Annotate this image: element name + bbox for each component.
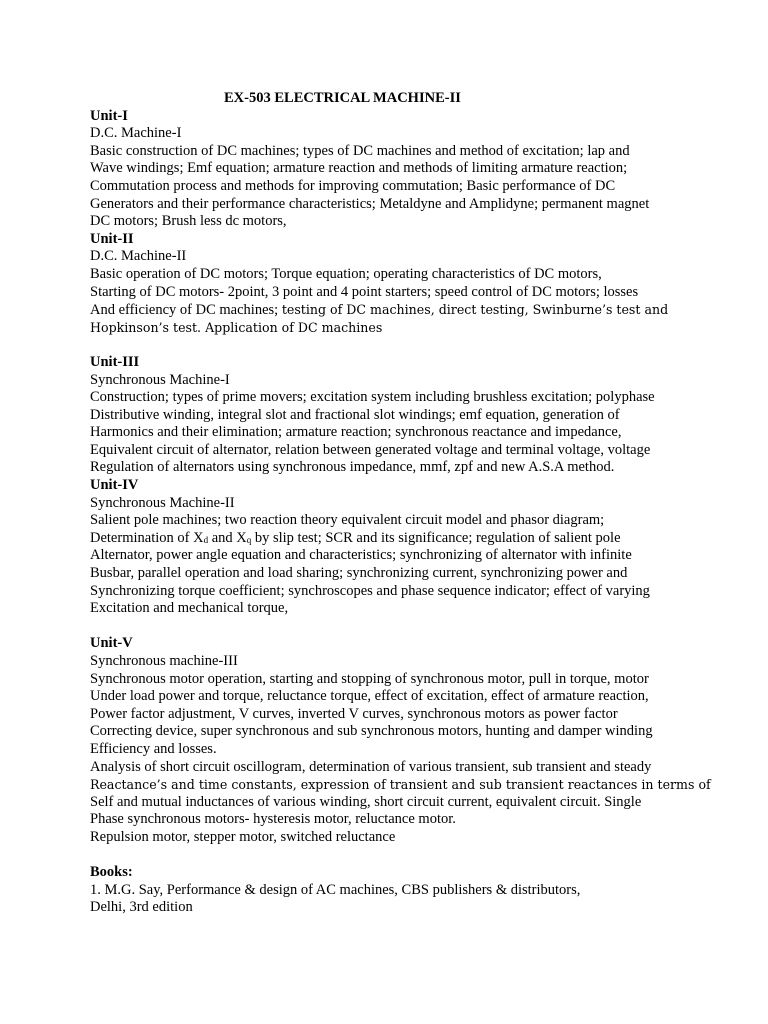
unit-3-text-line: Harmonics and their elimination; armature reaction; synchronous reactance and impedance, bbox=[90, 424, 622, 441]
spacer bbox=[90, 847, 768, 865]
unit-4-text-line: Salient pole machines; two reaction theory equivalent circuit model and phasor diagram; bbox=[90, 512, 605, 529]
unit-4-text-line: Synchronizing torque coefficient; synchroscopes and phase sequence indicator; effect of varying bbox=[90, 582, 650, 599]
unit-4-text-line: Excitation and mechanical torque, bbox=[90, 600, 289, 617]
unit-2-text-line: Starting of DC motors- 2point, 3 point and 4 point starters; speed control of DC motors; losses bbox=[90, 283, 639, 300]
unit-4-subtitle: Synchronous Machine-II bbox=[90, 494, 235, 511]
unit-5-text-line: Under load power and torque, reluctance torque, effect of excitation, effect of armature reaction, bbox=[90, 688, 649, 705]
unit-1-text-line: Basic construction of DC machines; types of DC machines and method of excitation; lap and bbox=[90, 142, 630, 159]
unit-5-text-line: Self and mutual inductances of various winding, short circuit current, equivalent circuit. Single bbox=[90, 793, 642, 810]
unit-3-text-line: Distributive winding, integral slot and fractional slot windings; emf equation, generation of bbox=[90, 406, 620, 423]
unit-1-text-line: Wave windings; Emf equation; armature reaction and methods of limiting armature reaction; bbox=[90, 160, 628, 177]
unit-5-text-line: Phase synchronous motors- hysteresis motor, reluctance motor. bbox=[90, 811, 456, 828]
unit-5-text-line: Synchronous motor operation, starting and stopping of synchronous motor, pull in torque, motor bbox=[90, 670, 649, 687]
unit-4-heading: Unit-IV bbox=[90, 477, 139, 494]
unit-2-text-line: Basic operation of DC motors; Torque equation; operating characteristics of DC motors, bbox=[90, 265, 602, 282]
book-entry-line: Delhi, 3rd edition bbox=[90, 899, 193, 916]
unit-4-text-segment: by slip test; SCR and its significance; regulation of salient pole bbox=[251, 529, 621, 546]
spacer bbox=[90, 336, 768, 354]
unit-5-text-line: Efficiency and losses. bbox=[90, 740, 217, 757]
unit-4-text-line: Alternator, power angle equation and characteristics; synchronizing of alternator with infinite bbox=[90, 547, 632, 564]
unit-1-heading: Unit-I bbox=[90, 107, 128, 124]
unit-1-text-line: DC motors; Brush less dc motors, bbox=[90, 213, 287, 230]
book-entry-line: 1. M.G. Say, Performance & design of AC machines, CBS publishers & distributors, bbox=[90, 881, 581, 898]
unit-4-text-segment: and X bbox=[208, 529, 247, 546]
unit-2-text-line bbox=[90, 301, 768, 319]
unit-5-text-line: Repulsion motor, stepper motor, switched reluctance bbox=[90, 828, 396, 845]
page-title: EX-503 ELECTRICAL MACHINE-II bbox=[224, 90, 461, 106]
unit-5-text-line: Correcting device, super synchronous and sub synchronous motors, hunting and damper winding bbox=[90, 723, 653, 740]
unit-5-text-line: Power factor adjustment, V curves, inverted V curves, synchronous motors as power factor bbox=[90, 705, 618, 722]
subscript-d: d bbox=[203, 534, 209, 545]
unit-3-text-line: Construction; types of prime movers; excitation system including brushless excitation; polyphase bbox=[90, 389, 655, 406]
unit-2-text-segment-alt-font: testing of DC machines, direct testing, Swinburne’s test and bbox=[281, 302, 669, 318]
unit-4-text-line: Busbar, parallel operation and load sharing; synchronizing current, synchronizing power and bbox=[90, 565, 628, 582]
unit-1-subtitle: D.C. Machine-I bbox=[90, 125, 182, 142]
books-heading: Books: bbox=[90, 864, 133, 881]
unit-4-text-segment: Determination of X bbox=[90, 529, 204, 546]
unit-1-text-line: Generators and their performance characteristics; Metaldyne and Amplidyne; permanent magnet bbox=[90, 195, 650, 212]
unit-3-text-line: Regulation of alternators using synchronous impedance, mmf, zpf and new A.S.A method. bbox=[90, 459, 615, 476]
unit-3-subtitle: Synchronous Machine-I bbox=[90, 371, 230, 388]
unit-4-text-line bbox=[90, 530, 768, 548]
unit-1-text-line: Commutation process and methods for improving commutation; Basic performance of DC bbox=[90, 177, 616, 194]
unit-2-subtitle: D.C. Machine-II bbox=[90, 248, 187, 265]
unit-5-heading: Unit-V bbox=[90, 635, 133, 652]
subscript-q: q bbox=[246, 534, 252, 545]
unit-5-text-line: Reactance’s and time constants, expression of transient and sub transient reactances in terms of bbox=[90, 777, 711, 793]
unit-2-text-segment: And efficiency of DC machines; bbox=[90, 302, 282, 319]
spacer bbox=[90, 618, 768, 636]
unit-3-heading: Unit-III bbox=[90, 353, 140, 370]
unit-3-text-line: Equivalent circuit of alternator, relation between generated voltage and terminal voltage, voltage bbox=[90, 441, 651, 458]
unit-5-text-line: Analysis of short circuit oscillogram, determination of various transient, sub transient and steady bbox=[90, 758, 652, 775]
unit-5-subtitle: Synchronous machine-III bbox=[90, 653, 238, 669]
unit-2-heading: Unit-II bbox=[90, 230, 134, 247]
unit-2-text-line: Hopkinson’s test. Application of DC machines bbox=[90, 319, 383, 335]
